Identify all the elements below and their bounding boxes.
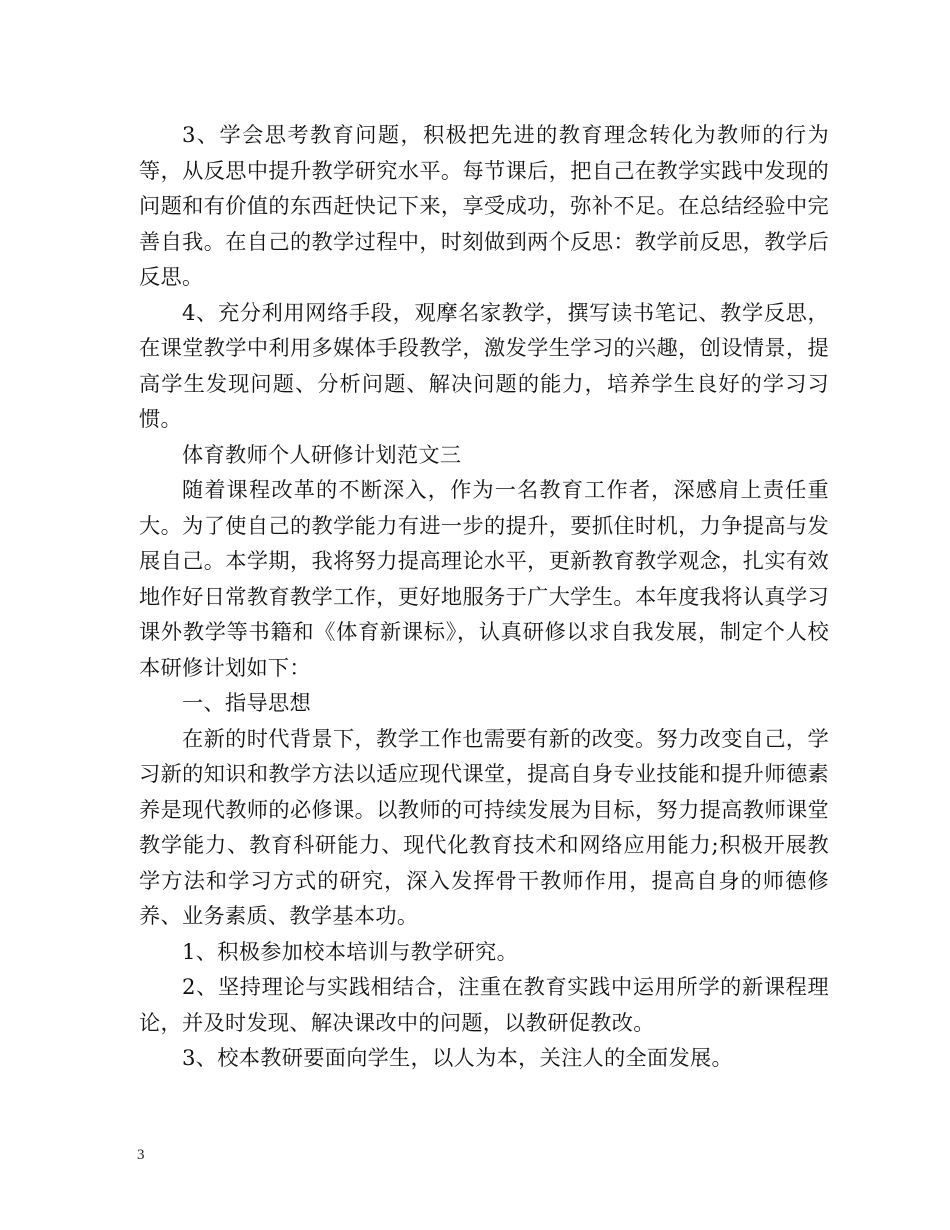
list-item-theory-practice: 2、坚持理论与实践相结合，注重在教育实践中运用所学的新课程理论，并及时发现、解决课改中的问题，以教研促教改。 xyxy=(139,974,829,1035)
page-number: 3 xyxy=(137,1147,145,1163)
paragraph-guiding-ideology: 在新的时代背景下，教学工作也需要有新的改变。努力改变自己，学习新的知识和教学方法以适应现代课堂，提高自身专业技能和提升师德素养是现代教师的必修课。以教师的可持续发展为目标，努力提高教师课堂教学能力、教育科研能力、现代化教育技术和网络应用能力;积极开展教学方法和学习方式的研究，深入发挥骨干教师作用，提高自身的师德修养、业务素质、教学基本功。 xyxy=(139,725,829,928)
section-heading-guiding-ideology: 一、指导思想 xyxy=(182,690,311,715)
section-heading-sample-three: 体育教师个人研修计划范文三 xyxy=(182,441,462,467)
document-body xyxy=(139,117,829,1076)
paragraph-network-learning: 4、充分利用网络手段，观摩名家教学，撰写读书笔记、教学反思，在课堂教学中利用多媒体手段教学，激发学生学习的兴趣，创设情景，提高学生发现问题、分析问题、解决问题的能力，培养学生良好的学习习惯。 xyxy=(139,299,829,431)
paragraph-introduction: 随着课程改革的不断深入，作为一名教育工作者，深感肩上责任重大。为了使自己的教学能力有进一步的提升，要抓住时机，力争提高与发展自己。本学期，我将努力提高理论水平，更新教育教学观念，扎实有效地作好日常教育教学工作，更好地服务于广大学生。本年度我将认真学习课外教学等书籍和《体育新课标》，认真研修以求自我发展，制定个人校本研修计划如下： xyxy=(139,477,829,680)
list-item-school-training: 1、积极参加校本培训与教学研究。 xyxy=(182,938,519,964)
list-item-student-oriented: 3、校本教研要面向学生，以人为本，关注人的全面发展。 xyxy=(182,1045,733,1070)
paragraph-reflection: 3、学会思考教育问题，积极把先进的教育理念转化为教师的行为等，从反思中提升教学研究水平。每节课后，把自己在教学实践中发现的问题和有价值的东西赶快记下来，享受成功，弥补不足。在总结经验中完善自我。在自己的教学过程中，时刻做到两个反思：教学前反思，教学后反思。 xyxy=(139,122,829,289)
